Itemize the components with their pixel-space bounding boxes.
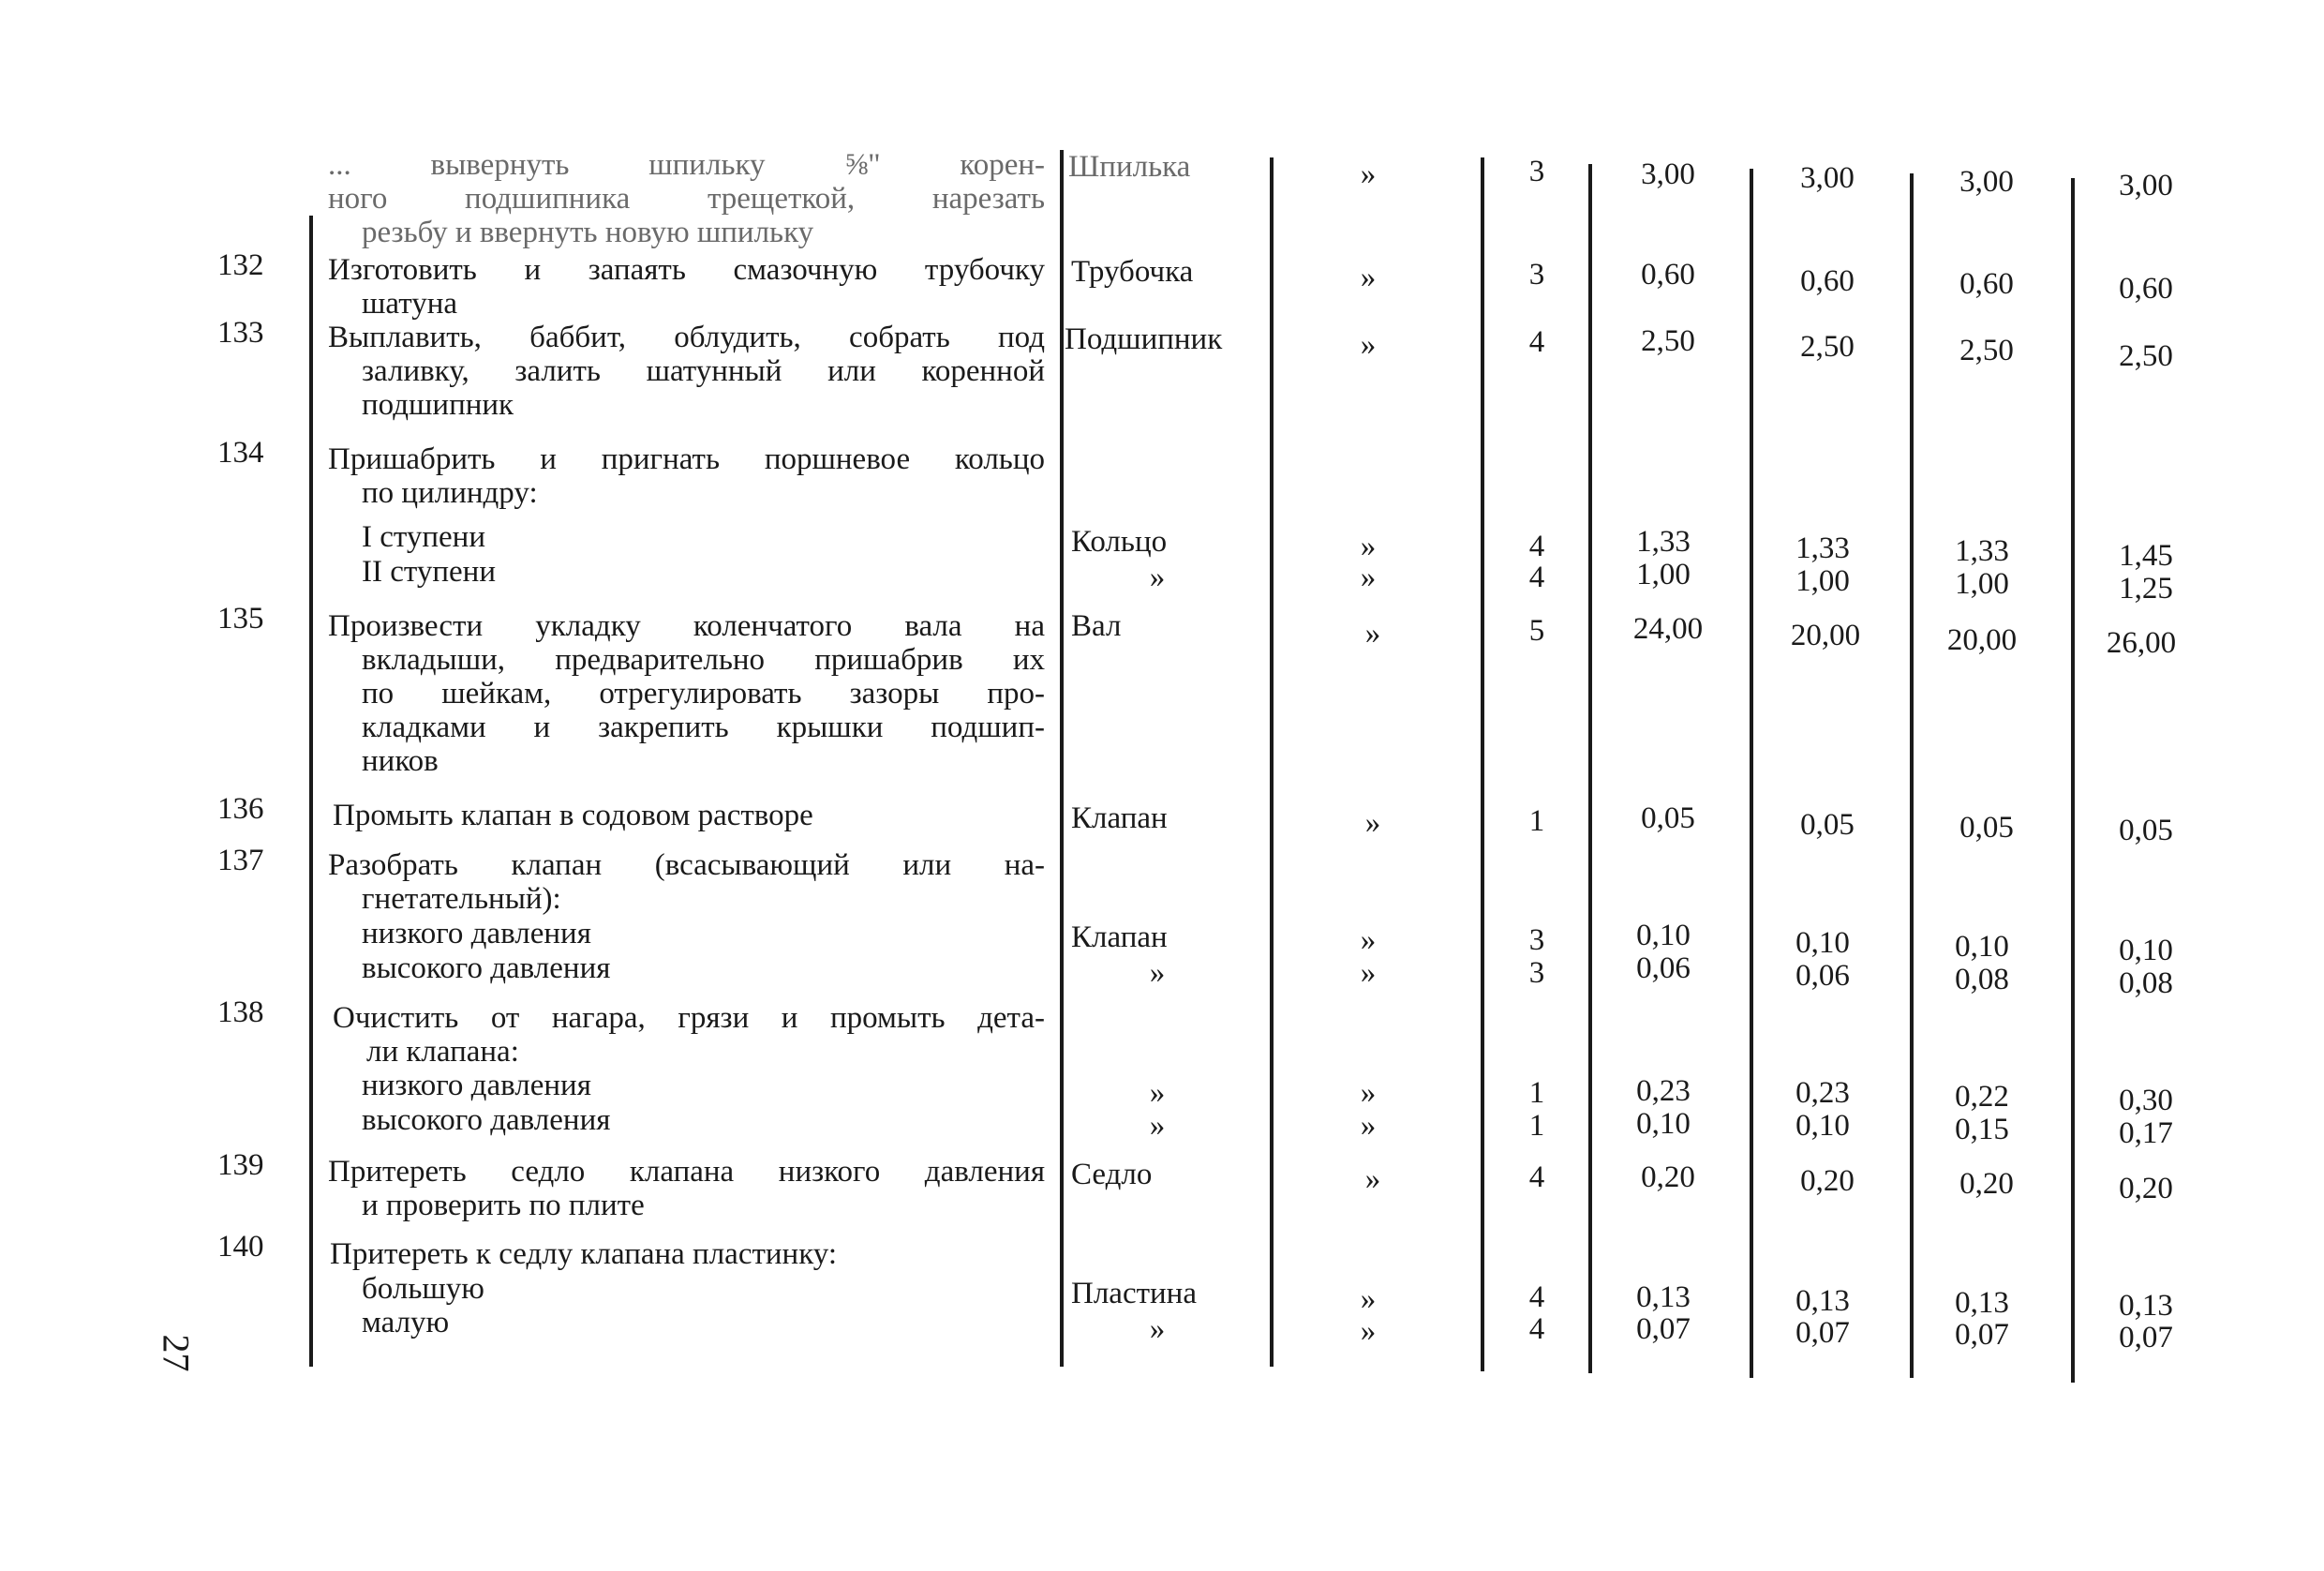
row-138-sub-1-v3: 0,22 [1955, 1080, 2009, 1114]
row-132-number: 132 [217, 248, 264, 282]
row-136-v1: 0,05 [1641, 801, 1695, 835]
column-rule-grade-left [1481, 157, 1484, 1371]
row-134-sub-2-grade: 4 [1528, 561, 1545, 594]
row-131-desc-line-3: резьбу и ввернуть новую шпильку [362, 216, 814, 249]
row-135-desc-line-5: ников [362, 744, 439, 778]
row-135-v2: 20,00 [1790, 619, 1861, 652]
row-137-sub-2-v3: 0,08 [1955, 963, 2009, 996]
row-137-sub-1-grade: 3 [1528, 923, 1545, 957]
row-140-sub-1-label: большую [362, 1272, 484, 1306]
row-139-part: Седло [1071, 1158, 1153, 1191]
row-134-sub-2-unit: » [1360, 561, 1377, 594]
row-136-unit: » [1364, 806, 1381, 840]
row-140-sub-1-v2: 0,13 [1795, 1284, 1850, 1318]
row-136-desc-line-1: Промыть клапан в содовом растворе [333, 799, 813, 832]
row-135-desc-line-2: вкладыши, предварительно пришабрив их [362, 643, 1045, 677]
row-136-grade: 1 [1528, 804, 1545, 838]
row-140-sub-2-label: малую [362, 1306, 450, 1339]
row-137-sub-1-label: низкого давления [362, 917, 591, 950]
row-131-desc-line-1: ... вывернуть шпильку ⅝" корен- [328, 148, 1045, 182]
row-134-sub-1-v3: 1,33 [1955, 534, 2009, 568]
row-132-unit: » [1360, 261, 1377, 294]
row-133-v3: 2,50 [1959, 334, 2014, 367]
row-135-v1: 24,00 [1632, 612, 1704, 646]
row-137-sub-2-v2: 0,06 [1795, 959, 1850, 993]
row-139-desc-line-2: и проверить по плите [362, 1189, 645, 1222]
row-136-v2: 0,05 [1800, 808, 1855, 842]
row-139-v4: 0,20 [2119, 1172, 2173, 1205]
row-132-v1: 0,60 [1641, 258, 1695, 292]
row-137-number: 137 [217, 844, 264, 877]
row-132-desc-line-2: шатуна [362, 287, 457, 321]
row-139-v3: 0,20 [1959, 1167, 2014, 1201]
row-140-sub-1-part: Пластина [1071, 1277, 1197, 1310]
row-138-sub-2-v4: 0,17 [2119, 1116, 2173, 1150]
row-140-sub-2-v4: 0,07 [2119, 1321, 2173, 1354]
row-140-description [330, 1237, 1047, 1271]
page-number: 27 [155, 1334, 198, 1372]
row-139-v2: 0,20 [1800, 1164, 1855, 1198]
row-133-number: 133 [217, 316, 264, 350]
row-138-sub-1-grade: 1 [1528, 1076, 1545, 1110]
row-132-part: Трубочка [1071, 255, 1194, 289]
row-137-sub-1-v3: 0,10 [1955, 930, 2009, 964]
row-132-v4: 0,60 [2119, 272, 2173, 306]
row-140-sub-1-v3: 0,13 [1955, 1286, 2009, 1320]
row-133-description [328, 321, 1045, 422]
row-135-grade: 5 [1528, 614, 1545, 648]
row-140-sub-1-unit: » [1360, 1282, 1377, 1316]
row-134-sub-2-v4: 1,25 [2119, 572, 2173, 606]
row-140-sub-2-v2: 0,07 [1795, 1316, 1850, 1350]
row-139-number: 139 [217, 1148, 264, 1182]
row-140-sub-2-v1: 0,07 [1636, 1312, 1691, 1346]
row-135-desc-line-4: кладками и закрепить крышки подшип- [362, 711, 1045, 744]
row-140-sub-1-v4: 0,13 [2119, 1289, 2173, 1323]
row-131-v3: 3,00 [1959, 165, 2014, 199]
row-134-sub-1-unit: » [1360, 530, 1377, 563]
row-138-sub-1-unit: » [1360, 1076, 1377, 1110]
row-131-part: Шпилька [1068, 150, 1191, 184]
column-rule-v1-left [1588, 164, 1592, 1373]
row-134-sub-1-label: I ступени [362, 520, 485, 554]
row-140-sub-2-grade: 4 [1528, 1312, 1545, 1346]
row-131-v1: 3,00 [1641, 157, 1695, 191]
row-140-sub-2-unit: » [1360, 1314, 1377, 1348]
row-138-sub-1-label: низкого давления [362, 1069, 591, 1102]
row-134-sub-2-v3: 1,00 [1955, 567, 2009, 601]
row-138-sub-2-v1: 0,10 [1636, 1107, 1691, 1141]
row-138-sub-2-label: высокого давления [362, 1103, 611, 1137]
row-133-part: Подшипник [1065, 322, 1223, 356]
row-140-number: 140 [217, 1230, 264, 1264]
row-137-desc-line-2: гнетательный): [362, 882, 561, 916]
row-138-sub-2-v2: 0,10 [1795, 1109, 1850, 1143]
row-137-sub-1-part: Клапан [1071, 920, 1168, 954]
row-139-grade: 4 [1528, 1160, 1545, 1194]
column-rule-v3-left [1910, 173, 1914, 1378]
row-137-desc-line-1: Разобрать клапан (всасывающий или на- [328, 848, 1045, 882]
row-139-desc-line-1: Притереть седло клапана низкого давления [328, 1155, 1045, 1189]
row-137-sub-1-v1: 0,10 [1636, 919, 1691, 952]
row-137-sub-2-v4: 0,08 [2119, 966, 2173, 1000]
row-135-desc-line-3: по шейкам, отрегулировать зазоры про- [362, 677, 1045, 711]
row-139-v1: 0,20 [1641, 1160, 1695, 1194]
row-138-sub-2-v3: 0,15 [1955, 1113, 2009, 1146]
row-137-sub-1-v2: 0,10 [1795, 926, 1850, 960]
column-rule-v4-left [2071, 178, 2075, 1383]
row-132-v3: 0,60 [1959, 267, 2014, 301]
row-138-sub-1-part: » [1149, 1076, 1166, 1110]
row-140-sub-1-grade: 4 [1528, 1280, 1545, 1314]
row-140-sub-2-part: » [1149, 1312, 1166, 1346]
row-134-sub-2-v1: 1,00 [1636, 558, 1691, 591]
row-133-v2: 2,50 [1800, 330, 1855, 364]
row-138-sub-1-v4: 0,30 [2119, 1084, 2173, 1117]
row-134-desc-line-2: по цилиндру: [362, 476, 538, 510]
row-134-sub-1-v4: 1,45 [2119, 539, 2173, 573]
row-136-v3: 0,05 [1959, 811, 2014, 845]
row-132-desc-line-1: Изготовить и запаять смазочную трубочку [328, 253, 1045, 287]
row-131-v2: 3,00 [1800, 161, 1855, 195]
row-138-number: 138 [217, 995, 264, 1029]
column-rule-v2-left [1750, 169, 1753, 1378]
row-134-sub-2-label: II ступени [362, 555, 496, 589]
row-137-sub-2-part: » [1149, 956, 1166, 990]
row-133-desc-line-1: Выплавить, баббит, облудить, собрать под [328, 321, 1045, 354]
row-135-part: Вал [1071, 609, 1122, 643]
row-136-description [333, 799, 1045, 832]
row-133-desc-line-2: заливку, залить шатунный или коренной [362, 354, 1045, 388]
row-138-sub-2-grade: 1 [1528, 1109, 1545, 1143]
row-132-grade: 3 [1528, 258, 1545, 292]
row-136-number: 136 [217, 792, 264, 826]
row-135-unit: » [1364, 617, 1381, 651]
row-137-sub-2-v1: 0,06 [1636, 951, 1691, 985]
column-rule-part-left [1060, 150, 1064, 1367]
row-132-description [328, 253, 1045, 321]
row-137-sub-1-v4: 0,10 [2119, 934, 2173, 967]
row-134-sub-1-part: Кольцо [1071, 525, 1168, 559]
row-133-v4: 2,50 [2119, 339, 2173, 373]
row-135-desc-line-1: Произвести укладку коленчатого вала на [328, 609, 1045, 643]
row-138-sub-2-unit: » [1360, 1109, 1377, 1143]
row-136-part: Клапан [1071, 801, 1168, 835]
row-134-desc-line-1: Пришабрить и пригнать поршневое кольцо [328, 442, 1045, 476]
row-134-description [328, 442, 1045, 510]
row-137-sub-2-label: высокого давления [362, 951, 611, 985]
row-136-v4: 0,05 [2119, 814, 2173, 847]
row-138-desc-line-2: ли клапана: [366, 1035, 519, 1069]
row-138-desc-line-1: Очистить от нагара, грязи и промыть дета- [333, 1001, 1045, 1035]
row-135-v4: 26,00 [2106, 626, 2177, 660]
row-133-unit: » [1360, 328, 1377, 362]
row-138-sub-1-v1: 0,23 [1636, 1074, 1691, 1108]
row-131-description [328, 148, 1045, 249]
row-135-v3: 20,00 [1946, 623, 2018, 657]
row-134-sub-2-v2: 1,00 [1795, 564, 1850, 598]
row-135-description [328, 609, 1045, 778]
row-131-desc-line-2: ного подшипника трещеткой, нарезать [328, 182, 1045, 216]
row-131-grade: 3 [1528, 155, 1545, 188]
row-137-sub-2-grade: 3 [1528, 956, 1545, 990]
row-140-sub-1-v1: 0,13 [1636, 1280, 1691, 1314]
row-133-grade: 4 [1528, 325, 1545, 359]
row-134-number: 134 [217, 436, 264, 470]
row-135-number: 135 [217, 602, 264, 636]
row-138-sub-1-v2: 0,23 [1795, 1076, 1850, 1110]
row-131-unit: » [1360, 157, 1377, 191]
row-137-sub-1-unit: » [1360, 923, 1377, 957]
row-138-description [333, 1001, 1045, 1069]
row-140-sub-2-v3: 0,07 [1955, 1318, 2009, 1352]
row-134-sub-2-part: » [1149, 561, 1166, 594]
row-140-desc-line-1: Притереть к седлу клапана пластинку: [330, 1237, 838, 1271]
row-139-unit: » [1364, 1162, 1381, 1196]
row-138-sub-2-part: » [1149, 1109, 1166, 1143]
row-133-desc-line-3: подшипник [362, 388, 514, 422]
row-139-description [328, 1155, 1045, 1222]
row-134-sub-1-grade: 4 [1528, 530, 1545, 563]
row-132-v2: 0,60 [1800, 264, 1855, 298]
row-137-sub-2-unit: » [1360, 956, 1377, 990]
column-rule-description-left [309, 216, 313, 1367]
row-131-v4: 3,00 [2119, 169, 2173, 202]
row-134-sub-1-v1: 1,33 [1636, 525, 1691, 559]
row-137-description [328, 848, 1045, 916]
column-rule-unit-left [1270, 157, 1274, 1367]
row-133-v1: 2,50 [1641, 324, 1695, 358]
row-134-sub-1-v2: 1,33 [1795, 531, 1850, 565]
